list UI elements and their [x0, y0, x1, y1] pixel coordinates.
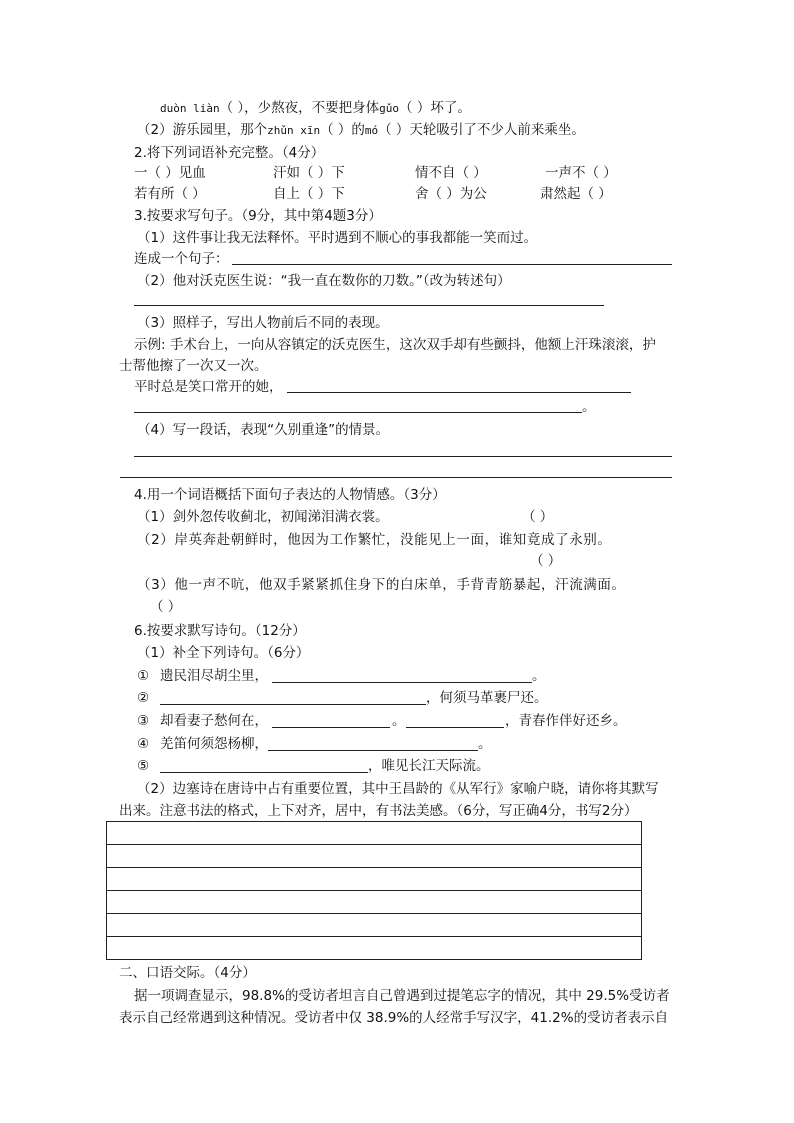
- answer-line[interactable]: [134, 305, 604, 306]
- idiom-5: 若有所（ ）: [134, 186, 206, 202]
- oral-paragraph-line-1: 据一项调查显示，98.8%的受访者坦言自己曾遇到过提笔忘字的情况，其中 29.5%受访者: [134, 988, 670, 1004]
- poem-post: ，何须马革裹尸还。: [426, 690, 548, 706]
- pinyin-fill-line: [160, 99, 471, 118]
- poem-pre: 遗民泪尽胡尘里，: [160, 668, 268, 684]
- poem-pre: 羌笛何须怨杨柳，: [160, 736, 268, 752]
- answer-line[interactable]: [287, 392, 631, 393]
- answer-line[interactable]: [134, 456, 672, 457]
- s3-question-4: （4）写一段话，表现“久别重逢”的情景。: [137, 422, 390, 438]
- idiom-6: 自上（ ）下: [273, 186, 345, 202]
- s3-question-2: （2）他对沃克医生说：“我一直在数你的刀数。”（改为转述句）: [137, 273, 511, 289]
- poem-num: ⑤: [137, 758, 150, 774]
- answer-paren[interactable]: （ ）: [522, 509, 554, 525]
- question-text: （2）游乐园里，那个: [137, 122, 268, 138]
- answer-line[interactable]: [232, 264, 672, 265]
- grid-line: [107, 844, 641, 845]
- idiom-7: 舍（ ）为公: [415, 186, 487, 202]
- s3-question-3: （3）照样子，写出人物前后不同的表现。: [137, 315, 389, 331]
- grid-line: [107, 936, 641, 937]
- idiom-1: 一（ ）见血: [134, 165, 206, 181]
- poem-post: 。: [478, 736, 492, 752]
- poem-blank[interactable]: [272, 727, 390, 728]
- poem-post: ，青春作伴好还乡。: [505, 713, 627, 729]
- poem-mid: 。: [392, 713, 406, 729]
- period-mark: 。: [582, 399, 596, 415]
- s4-question-1: （1）剑外忽传收蓟北，初闻涕泪满衣裳。: [137, 509, 389, 525]
- example-line-2: 士帮他擦了一次又一次。: [119, 358, 268, 374]
- poem-num: ①: [137, 668, 150, 684]
- poem-post: ，唯见长江天际流。: [368, 758, 490, 774]
- s6-sub-2-line-1: （2）边塞诗在唐诗中占有重要位置，其中王昌龄的《从军行》家喻户晓，请你将其默写: [137, 781, 659, 797]
- answer-line[interactable]: [120, 477, 672, 478]
- section-6-title: 6.按要求默写诗句。（12分）: [134, 623, 306, 639]
- s4-question-3: （3）他一声不吭，他双手紧紧抓住身下的白床单，手背青筋暴起，汗流满面。: [137, 577, 626, 593]
- poem-blank[interactable]: [160, 704, 426, 705]
- section-2-title: 2.将下列词语补充完整。（4分）: [134, 145, 325, 161]
- grid-line: [107, 913, 641, 914]
- writing-grid[interactable]: [106, 821, 642, 960]
- pinyin-mo: mó: [364, 124, 379, 137]
- idiom-8: 肃然起（ ）: [540, 186, 612, 202]
- question-text: （ ）天轮吸引了不少人前来乘坐。: [378, 122, 585, 138]
- s6-sub-1: （1）补全下列诗句。（6分）: [137, 645, 310, 661]
- poem-blank[interactable]: [268, 750, 478, 751]
- oral-section-title: 二、口语交际。（4分）: [119, 965, 256, 981]
- poem-post: 。: [532, 668, 546, 684]
- answer-line[interactable]: [134, 412, 582, 413]
- answer-blank-text: （ ）的: [320, 122, 365, 138]
- poem-num: ③: [137, 713, 150, 729]
- answer-paren[interactable]: （ ）: [530, 553, 562, 569]
- s3-question-1: （1）这件事让我无法释怀。平时遇到不顺心的事我都能一笑而过。: [137, 230, 538, 246]
- section-4-title: 4.用一个词语概括下面句子表达的人物情感。（3分）: [134, 487, 446, 503]
- s3-prompt: 平时总是笑口常开的她，: [134, 379, 283, 395]
- answer-paren[interactable]: （ ）: [150, 599, 182, 615]
- idiom-3: 情不自（ ）: [415, 165, 487, 181]
- poem-blank[interactable]: [406, 727, 504, 728]
- poem-pre: 却看妻子愁何在，: [160, 713, 268, 729]
- example-line-1: 示例: 手术台上，一向从容镇定的沃克医生，这次双手却有些颤抖，他额上汗珠滚滚，护: [134, 337, 656, 353]
- question-1-2: [137, 121, 585, 140]
- pinyin-zhunxin: zhǔn xīn: [267, 124, 321, 137]
- poem-blank[interactable]: [272, 682, 532, 683]
- s3-q1-label: 连成一个句子：: [134, 251, 229, 267]
- pinyin-duanlian: duòn liàn: [160, 102, 220, 115]
- poem-blank[interactable]: [160, 772, 368, 773]
- idiom-4: 一声不（ ）: [545, 165, 617, 181]
- poem-num: ②: [137, 690, 150, 706]
- oral-paragraph-line-2: 表示自己经常遇到这种情况。受访者中仅 38.9%的人经常手写汉字，41.2%的受访者表示自: [119, 1010, 669, 1026]
- idiom-2: 汗如（ ）下: [273, 165, 345, 181]
- grid-line: [107, 890, 641, 891]
- section-3-title: 3.按要求写句子。（9分，其中第4题3分）: [134, 208, 382, 224]
- grid-line: [107, 867, 641, 868]
- s4-question-2: （2）岸英奔赴朝鲜时，他因为工作繁忙，没能见上一面，谁知竟成了永别。: [137, 532, 612, 548]
- poem-num: ④: [137, 736, 150, 752]
- s6-sub-2-line-2: 出来。注意书法的格式，上下对齐，居中，有书法美感。（6分，写正确4分，书写2分）: [119, 803, 638, 819]
- answer-blank-text: （ ），少熬夜，不要把身体: [219, 100, 380, 116]
- answer-blank-text: （ ）坏了。: [399, 100, 471, 116]
- pinyin-guo: gǔo: [379, 102, 400, 115]
